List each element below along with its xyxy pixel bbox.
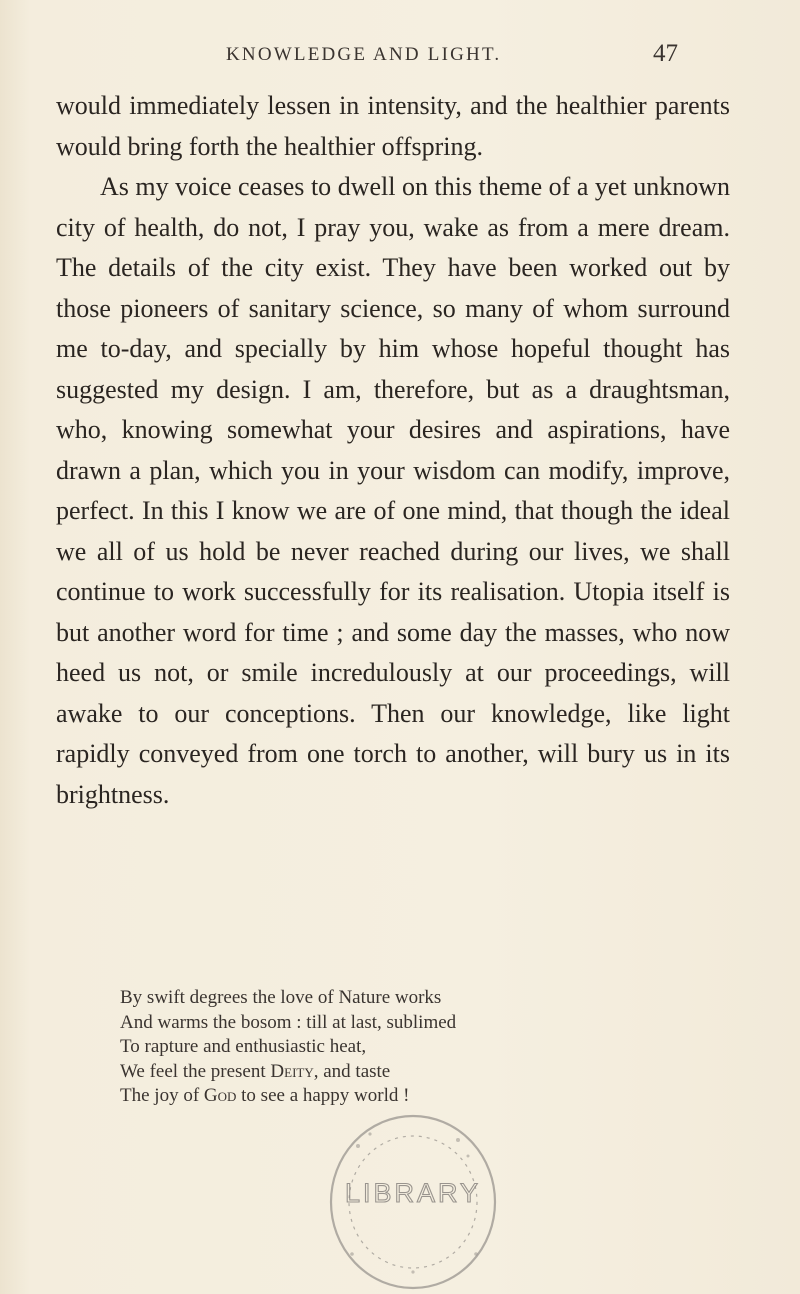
verse-line-4 <box>120 1060 720 1085</box>
verse-line-2: And warms the bosom : till at last, sublimed <box>120 1011 457 1033</box>
verse-line-4-pre: We feel the present <box>120 1060 271 1082</box>
body-text <box>56 86 730 815</box>
verse-line-5-post: to see a happy world ! <box>236 1085 410 1106</box>
verse-line-3: To rapture and enthusiastic heat, <box>120 1036 367 1057</box>
library-stamp-icon <box>318 1104 508 1294</box>
verse-line-4-post: , and taste <box>313 1060 391 1082</box>
verse-line-5-pre: The joy of <box>120 1085 204 1106</box>
verse-quotation <box>120 986 720 1109</box>
verse-line-1: By swift degrees the love of Nature works <box>120 987 442 1008</box>
paragraph-2: As my voice ceases to dwell on this theme of a yet unknown city of health, do not, I pray you, wake as from a mere dream. The details of the city exist. They have been worked out by those pioneers of sanitary science, so many of whom surround me to-day, and specially by him whose hopeful thought has suggested my design. I am, therefore, but as a draughtsman, who, knowing somewhat your desires and aspirations, have drawn a plan, which you in your wisdom can modify, improve, perfect. In this I know we are of one mind, that though the ideal we all of us hold be never reached during our lives, we shall continue to work successfully for its realisation. Utopia itself is but another word for time ; and some day the masses, who now heed us not, or smile incredulously at our proceedings, will awake to our conceptions. Then our knowledge, like light rapidly conveyed from one torch to another, will bury us in its brightness. <box>56 172 730 809</box>
stamp-label: LIBRARY <box>344 1178 482 1208</box>
verse-line-5-smallcaps: God <box>203 1085 237 1106</box>
page-number: 47 <box>653 40 678 67</box>
running-head-title: KNOWLEDGE AND LIGHT. <box>226 44 502 65</box>
verse-line-4-smallcaps: Deity <box>270 1060 314 1082</box>
paragraph-1: would immediately lessen in intensity, and the healthier parents would bring forth the healthier offspring. <box>56 91 730 161</box>
